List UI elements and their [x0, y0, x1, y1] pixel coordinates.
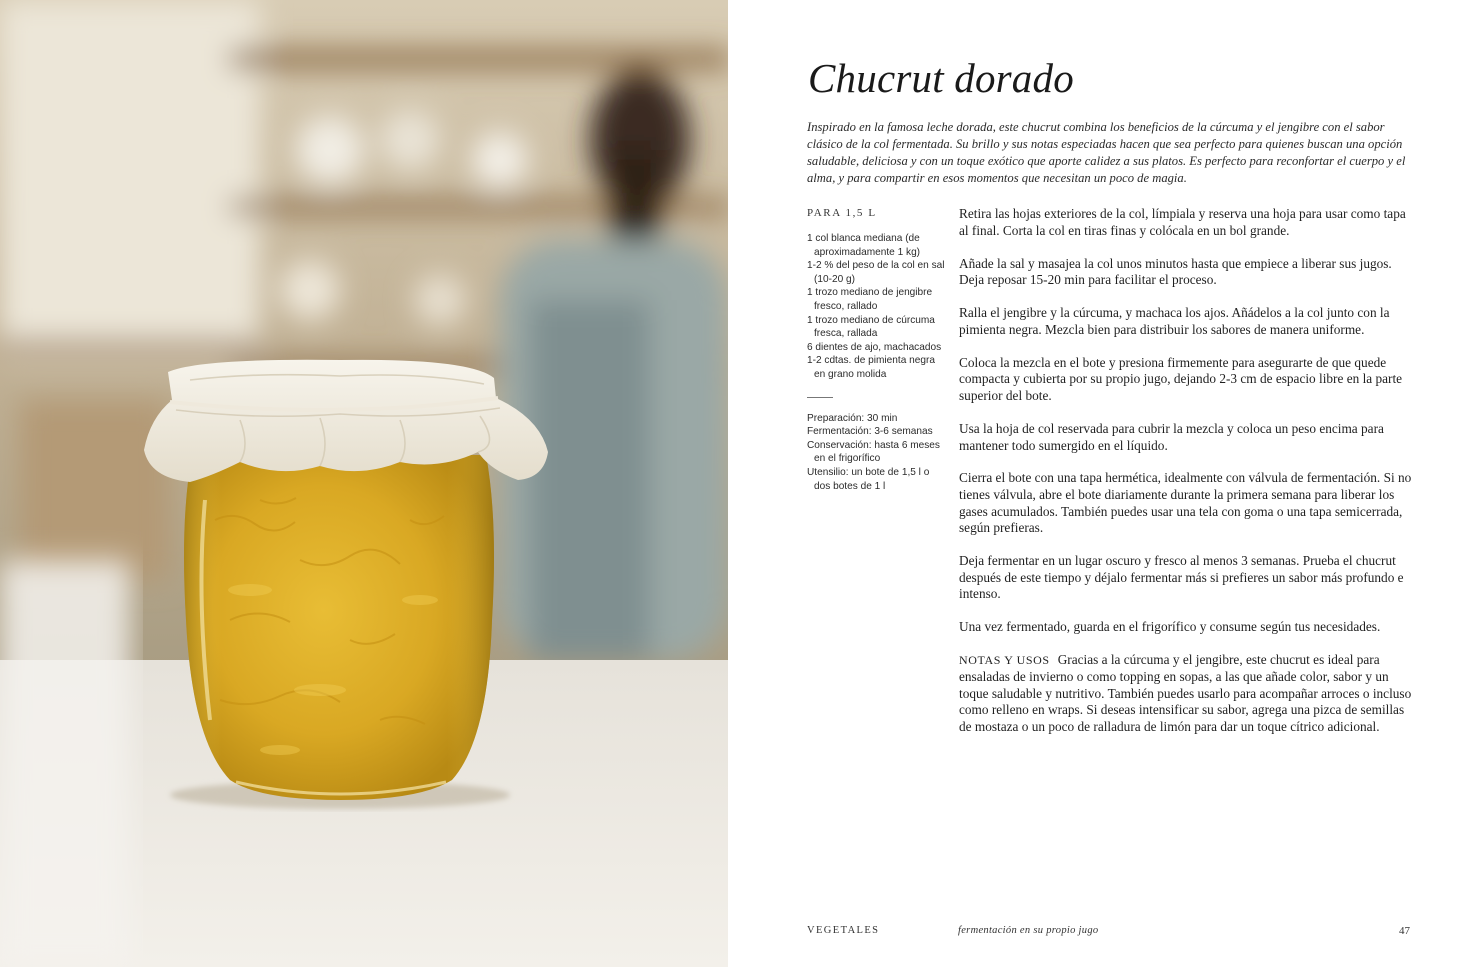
time-item: Conservación: hasta 6 meses en el frigorífico: [807, 439, 940, 465]
notes-paragraph: [959, 652, 1417, 735]
recipe-photo: [0, 0, 728, 967]
instruction-step: Cierra el bote con una tapa hermética, idealmente con válvula de fermentación. Si no tienes válvula, abre el bote diariamente durante la primera semana para liberar los gases acumulados. También puedes usar una tela con goma o una tapa semicerrada, según prefieras.: [959, 470, 1412, 536]
instruction-step: Retira las hojas exteriores de la col, límpiala y reserva una hoja para usar como tapa al final. Corta la col en tiras finas y colócala en un bol grande.: [959, 206, 1406, 238]
instruction-step: Ralla el jengibre y la cúrcuma, y machaca los ajos. Añádelos a la col junto con la pimienta negra. Mezcla bien para distribuir los sabores de manera uniforme.: [959, 305, 1390, 337]
time-item: Fermentación: 3-6 semanas: [807, 426, 933, 438]
ingredients-column: [807, 207, 947, 493]
time-item: Utensilio: un bote de 1,5 l o dos botes de 1 l: [807, 466, 930, 492]
notes-label: NOTAS Y USOS: [959, 653, 1050, 668]
ingredient-item: 1 trozo mediano de cúrcuma fresca, rallada: [807, 314, 935, 340]
ingredient-item: 1 col blanca mediana (de aproximadamente 1 kg): [807, 233, 921, 258]
instruction-step: Deja fermentar en un lugar oscuro y fresco al menos 3 semanas. Prueba el chucrut después de este tiempo y déjalo fermentar más si prefieres un sabor más profundo e intenso.: [959, 553, 1404, 602]
title-part-2: rut dorado: [895, 55, 1074, 101]
divider: [807, 397, 833, 398]
instruction-step: Usa la hoja de col reservada para cubrir la mezcla y coloca un peso encima para mantener todo sumergido en el líquido.: [959, 420, 1384, 453]
footer-section: VEGETALES: [807, 925, 880, 936]
instruction-step: Añade la sal y masajea la col unos minutos hasta que empiece a liberar sus jugos. Deja reposar 15-20 min para facilitar el proceso.: [959, 255, 1392, 288]
recipe-intro: Inspirado en la famosa leche dorada, este chucrut combina los beneficios de la cúrcuma y el jengibre con el sabor clásico de la col fermentada. Su brillo y sus notas especiadas hacen que sea perfecto para quienes buscan una opción saludable, deliciosa y con un toque exótico que aporte calidez a sus platos. Es perfecto para reconfortar el cuerpo y el alma, y para compartir en esos momentos que necesitan un poco de magia.: [807, 120, 1406, 185]
ingredient-item: 1-2 % del peso de la col en sal (10-20 g): [807, 260, 945, 285]
title-part-1: Chuc: [808, 55, 896, 101]
time-item: Preparación: 30 min: [807, 412, 898, 424]
ingredients-list: [807, 232, 947, 382]
recipe-yield: PARA 1,5 L: [807, 207, 877, 219]
notes-text: Gracias a la cúrcuma y el jengibre, este chucrut es ideal para ensaladas de invierno o como topping en sopas, a las que añade color, sabor y un toque saludable y nutritivo. También puedes usarlo para acompañar arroces o incluso como relleno en wraps. Si deseas intensificar su sabor, agrega una pizca de semillas de mostaza o un poco de ralladura de limón para dar un toque cítrico adicional.: [959, 652, 1412, 734]
page-title: [808, 54, 1074, 102]
page-number: 47: [1399, 925, 1410, 937]
times-list: [807, 412, 947, 494]
ingredient-item: 1 trozo mediano de jengibre fresco, rallado: [807, 287, 933, 312]
ingredient-item: 6 dientes de ajo, machacados: [807, 341, 942, 353]
ingredient-item: 1-2 cdtas. de pimienta negra en grano molida: [807, 355, 935, 380]
recipe-page: [728, 0, 1458, 967]
instruction-step: Coloca la mezcla en el bote y presiona firmemente para asegurarte de que quede compacta y cubierta por su propio jugo, dejando 2-3 cm de espacio libre en la parte superior del bote.: [959, 354, 1403, 403]
instruction-step: Una vez fermentado, guarda en el frigorífico y consume según tus necesidades.: [959, 619, 1381, 635]
instructions: [959, 206, 1417, 752]
footer-subsection: fermentación en su propio jugo: [958, 925, 1099, 936]
